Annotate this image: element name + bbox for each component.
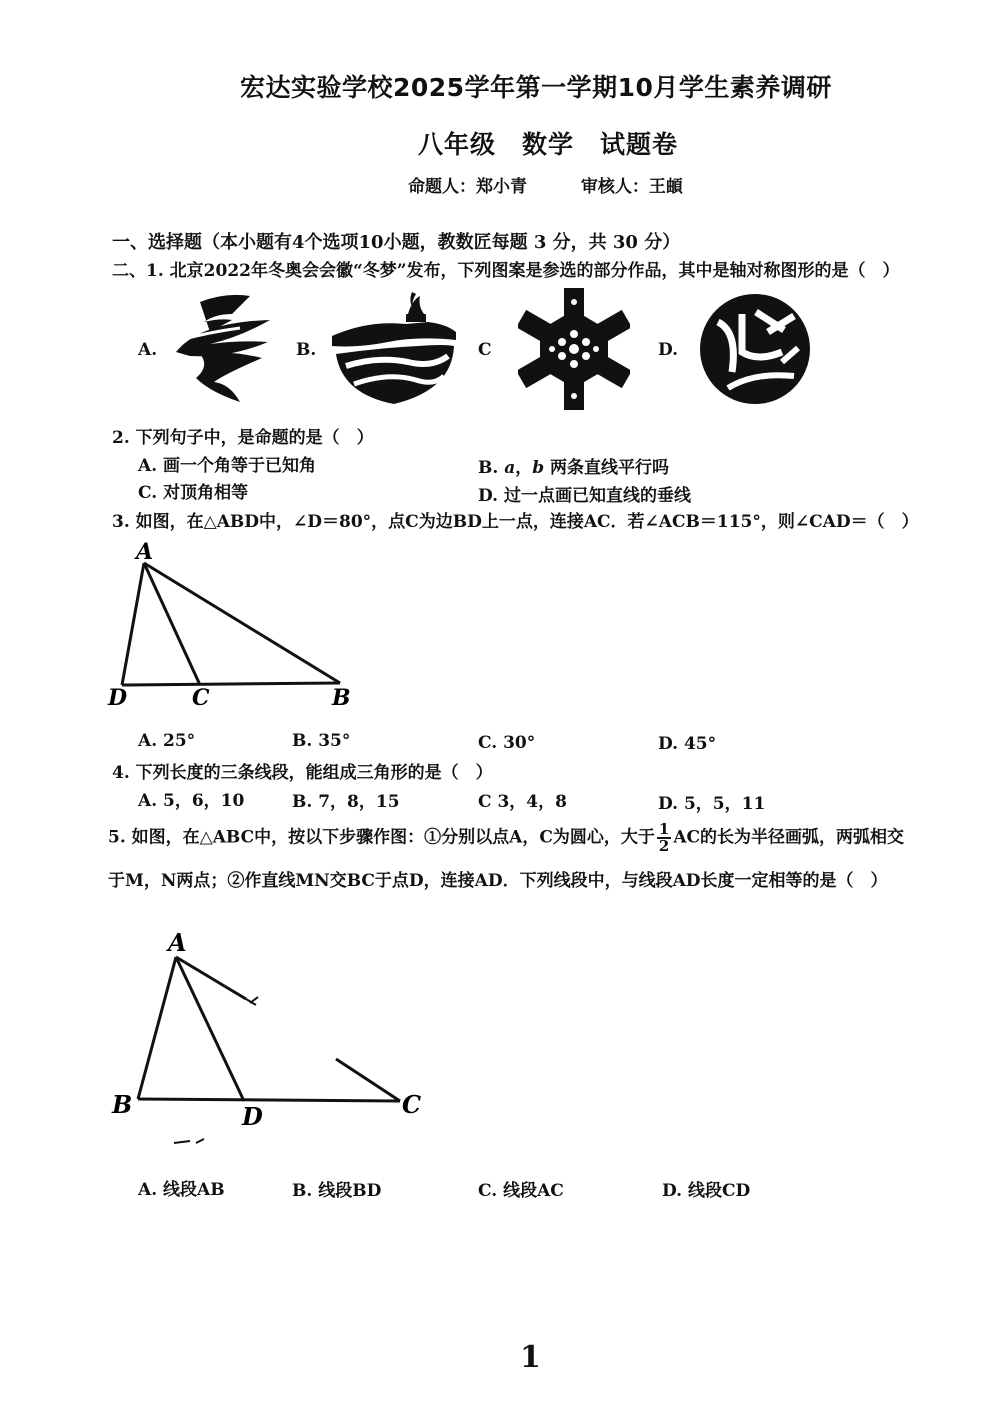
emblem-d-image [698, 292, 812, 406]
q5-side-ac-part-2 [336, 1059, 400, 1101]
q2-option-b-sep: ， [515, 458, 533, 478]
q4-option-c: C 3，4，8 [478, 792, 567, 812]
author-label: 命题人：郑小青 [408, 177, 527, 197]
q5-option-c: C. 线段AC [478, 1181, 564, 1201]
q5-triangle-figure [100, 915, 440, 1155]
q3-option-a: A. 25° [138, 731, 196, 751]
question-5-stem-line-1 [108, 822, 904, 854]
reviewer-label: 审核人：王頔 [580, 177, 683, 197]
q1-option-d-label: D. [658, 340, 679, 360]
q2-option-c: C. 对顶角相等 [138, 483, 249, 503]
q5-arc-mark-m [246, 997, 258, 1005]
emblem-a-image [170, 292, 275, 407]
q3-option-c: C. 30° [478, 733, 536, 753]
q5-fraction-denominator: 2 [658, 837, 670, 855]
question-5-stem-line-2: 于M，N两点；②作直线MN交BC于点D，连接AD．下列线段中，与线段AD长度一定相等的是（ ） [108, 871, 888, 891]
q2-option-a: A. 画一个角等于已知角 [138, 456, 317, 476]
q2-option-b-text: 两条直线平行吗 [544, 458, 670, 478]
emblem-b-image [328, 290, 460, 410]
q5-stem-prefix: 5. 如图，在△ABC中，按以下步骤作图：①分别以点A，C为圆心，大于 [108, 827, 655, 848]
q5-label-c: C [402, 1090, 422, 1119]
q2-option-b-b: b [532, 458, 545, 478]
q4-option-a: A. 5，6，10 [138, 791, 245, 811]
q5-option-b: B. 线段BD [292, 1181, 382, 1201]
q5-label-a: A [168, 928, 187, 957]
q2-option-b-a: a [504, 458, 516, 478]
q1-option-b-label: B. [296, 340, 317, 360]
q5-fraction [657, 822, 671, 854]
q3-label-a: A [136, 539, 154, 565]
school-title: 宏达实验学校2025学年第一学期10月学生素养调研 [240, 73, 832, 102]
q3-side-db [122, 683, 340, 685]
q1-option-c-label: C [478, 340, 492, 360]
q5-fraction-numerator: 1 [658, 820, 670, 838]
q3-side-ad [122, 563, 144, 685]
q3-option-d: D. 45° [658, 734, 717, 754]
q3-label-b: B [332, 685, 351, 711]
q5-label-d: D [242, 1102, 263, 1131]
author-info [408, 172, 683, 197]
q5-side-ab [138, 957, 176, 1099]
q5-stem-suffix: AC的长为半径画弧，两弧相交 [673, 827, 905, 848]
q3-triangle-figure [100, 535, 360, 715]
emblem-c-image [518, 288, 630, 410]
q3-option-b: B. 35° [292, 731, 351, 751]
q3-side-ab [144, 563, 340, 683]
q3-label-c: C [192, 685, 210, 711]
q2-option-b [478, 453, 669, 478]
q5-side-bc [138, 1099, 400, 1101]
question-3-stem: 3. 如图，在△ABD中，∠D＝80°，点C为边BD上一点，连接AC．若∠ACB＝115°，则∠CAD＝（ ） [112, 512, 919, 532]
section-heading: 一、选择题（本小题有4个选项10小题，教数匠每题 3 分，共 30 分） [112, 232, 681, 253]
q5-arc-mark-n [174, 1139, 204, 1143]
question-4-stem: 4. 下列长度的三条线段，能组成三角形的是（ ） [112, 763, 493, 783]
q4-option-d: D. 5，5，11 [658, 794, 766, 814]
paper-subtitle: 八年级 数学 试题卷 [418, 130, 679, 159]
q1-option-a-label: A. [138, 340, 158, 360]
question-1-stem: 二、1. 北京2022年冬奥会会徽“冬梦”发布，下列图案是参选的部分作品，其中是轴对称图形的是（ ） [112, 261, 900, 281]
q5-label-b: B [112, 1090, 133, 1119]
question-2-stem: 2. 下列句子中，是命题的是（ ） [112, 428, 374, 448]
q5-option-d: D. 线段CD [662, 1181, 751, 1201]
page-number: 1 [520, 1340, 541, 1375]
q2-option-b-prefix: B. [478, 458, 505, 478]
q5-option-a: A. 线段AB [138, 1180, 225, 1200]
q3-label-d: D [108, 685, 128, 711]
q4-option-b: B. 7，8，15 [292, 792, 400, 812]
q2-option-d: D. 过一点画已知直线的垂线 [478, 486, 691, 506]
